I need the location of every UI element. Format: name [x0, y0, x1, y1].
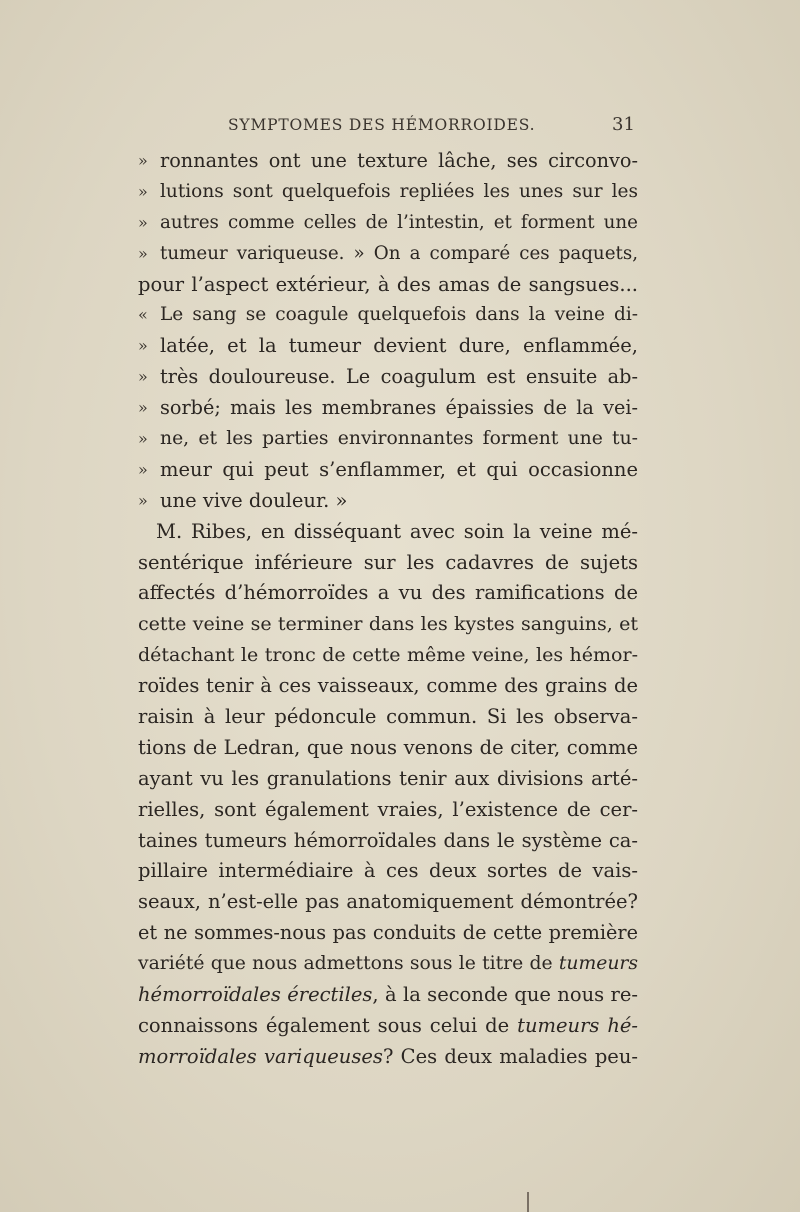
italic-term: tumeurs hé-: [517, 1013, 639, 1037]
text-line: [138, 393, 638, 424]
line-text: [138, 486, 638, 517]
line-content: pour l’aspect extérieur, à des amas de sangsues...: [138, 272, 638, 296]
line-text: [138, 331, 638, 362]
text-line: [138, 1011, 638, 1042]
line-content: roïdes tenir à ces vaisseaux, comme des grains de: [138, 674, 638, 698]
text-line: [138, 764, 638, 795]
text-line: [138, 980, 638, 1011]
line-text: [138, 702, 638, 733]
line-content: tions de Ledran, que nous venons de citer, comme: [138, 735, 638, 759]
text-line: [138, 455, 638, 486]
text-line: [138, 733, 638, 764]
line-content: pillaire intermédiaire à ces deux sortes de vais-: [138, 859, 638, 883]
line-text: [138, 177, 638, 208]
line-text: [138, 764, 638, 795]
line-content: lutions sont quelquefois repliées les unes sur les: [160, 180, 638, 202]
line-content: sentérique inférieure sur les cadavres de sujets: [138, 550, 638, 574]
line-text: [138, 887, 638, 918]
italic-term: hémorroïdales érectiles: [138, 983, 373, 1007]
line-content: Le sang se coagule quelquefois dans la veine di-: [160, 304, 638, 326]
line-content: raisin à leur pédoncule commun. Si les observa-: [138, 705, 638, 729]
quote-mark: »: [138, 336, 148, 356]
quote-mark: »: [138, 243, 148, 263]
text-line: [138, 486, 638, 517]
line-content: ronnantes ont une texture lâche, ses circonvo-: [160, 149, 638, 172]
line-text: [138, 918, 638, 949]
quote-mark: »: [138, 398, 148, 418]
line-text: [138, 239, 638, 270]
quote-mark: »: [138, 367, 148, 387]
text-line: [138, 239, 638, 270]
line-content: ne, et les parties environnantes forment une tu-: [160, 428, 638, 450]
italic-term: morroïdales variqueuses: [138, 1044, 383, 1068]
line-text: [138, 578, 638, 609]
text-line: [138, 1042, 638, 1073]
line-text: [138, 609, 638, 640]
line-content: détachant le tronc de cette même veine, les hémor-: [138, 644, 638, 667]
line-content: M. Ribes, en disséquant avec soin la veine mé-: [156, 519, 638, 543]
line-text: [138, 455, 638, 486]
line-text: [138, 208, 638, 239]
line-content: seaux, n’est-elle pas anatomiquement démontrée?: [138, 890, 638, 914]
line-content: une vive douleur. »: [160, 488, 348, 512]
quote-mark: »: [138, 151, 148, 170]
quote-mark: »: [138, 459, 148, 479]
line-text: [138, 548, 638, 579]
line-text: [138, 1011, 638, 1042]
line-text: [138, 640, 638, 671]
line-text: [138, 980, 638, 1011]
line-text: [138, 1042, 638, 1073]
text-line: [138, 208, 638, 239]
line-text: [138, 671, 638, 702]
line-content: meur qui peut s’enflammer, et qui occasionne: [160, 457, 638, 481]
italic-term: tumeurs: [558, 953, 638, 975]
text-line: [138, 671, 638, 702]
text-line: [138, 918, 638, 949]
line-text: [138, 300, 638, 331]
page-number: 31: [612, 114, 635, 135]
line-text: [138, 393, 638, 424]
line-content: rielles, sont également vraies, l’existence de cer-: [138, 797, 638, 821]
text-line: [138, 424, 638, 455]
line-content: très douloureuse. Le coagulum est ensuite ab-: [160, 365, 638, 389]
line-content: tumeur variqueuse. » On a comparé ces paquets,: [160, 242, 638, 264]
text-line: [138, 856, 638, 887]
line-text: [138, 146, 638, 177]
text-line: [138, 578, 638, 609]
line-content: ayant vu les granulations tenir aux divisions arté-: [138, 766, 638, 790]
line-content: cette veine se terminer dans les kystes sanguins, et: [138, 613, 638, 636]
binding-mark: [527, 1192, 529, 1212]
line-content: latée, et la tumeur devient dure, enflammée,: [160, 334, 638, 358]
line-text: [138, 949, 638, 980]
line-text: [138, 856, 638, 887]
text-line: [138, 640, 638, 671]
quote-mark: »: [138, 490, 148, 510]
line-text: [156, 517, 638, 548]
text-line: [138, 331, 638, 362]
text-line: [138, 887, 638, 918]
line-content: taines tumeurs hémorroïdales dans le système ca-: [138, 828, 638, 852]
line-text: [138, 733, 638, 764]
line-content: sorbé; mais les membranes épaissies de la vei-: [160, 396, 638, 420]
quote-mark: «: [138, 305, 148, 325]
line-text: [138, 424, 638, 455]
quote-mark: »: [138, 212, 148, 232]
line-text: [138, 795, 638, 826]
text-line: [138, 177, 638, 208]
line-text: [138, 270, 638, 301]
line-content: autres comme celles de l’intestin, et forment une: [160, 211, 638, 233]
line-content: , à la seconde que nous re-: [372, 983, 638, 1007]
line-content: affectés d’hémorroïdes a vu des ramifications de: [138, 581, 638, 605]
body-text: [138, 146, 638, 1073]
text-line: [138, 300, 638, 331]
line-content: ? Ces deux maladies peu-: [382, 1044, 638, 1068]
text-line: [138, 702, 638, 733]
text-line: [138, 548, 638, 579]
running-title: SYMPTOMES DES HÉMORROIDES.: [228, 116, 536, 134]
text-line: [138, 146, 638, 177]
text-line: [138, 270, 638, 301]
text-line: [138, 949, 638, 980]
text-line: [138, 609, 638, 640]
text-line: [138, 826, 638, 857]
quote-mark: »: [138, 429, 148, 449]
page-header: [0, 116, 800, 140]
quote-mark: »: [138, 181, 148, 201]
line-content: et ne sommes-nous pas conduits de cette première: [138, 921, 638, 945]
line-text: [138, 362, 638, 393]
text-line: [138, 517, 638, 548]
line-content: variété que nous admettons sous le titre de: [138, 953, 559, 975]
line-text: [138, 826, 638, 857]
text-line: [138, 795, 638, 826]
line-content: connaissons également sous celui de: [138, 1013, 518, 1037]
text-line: [138, 362, 638, 393]
